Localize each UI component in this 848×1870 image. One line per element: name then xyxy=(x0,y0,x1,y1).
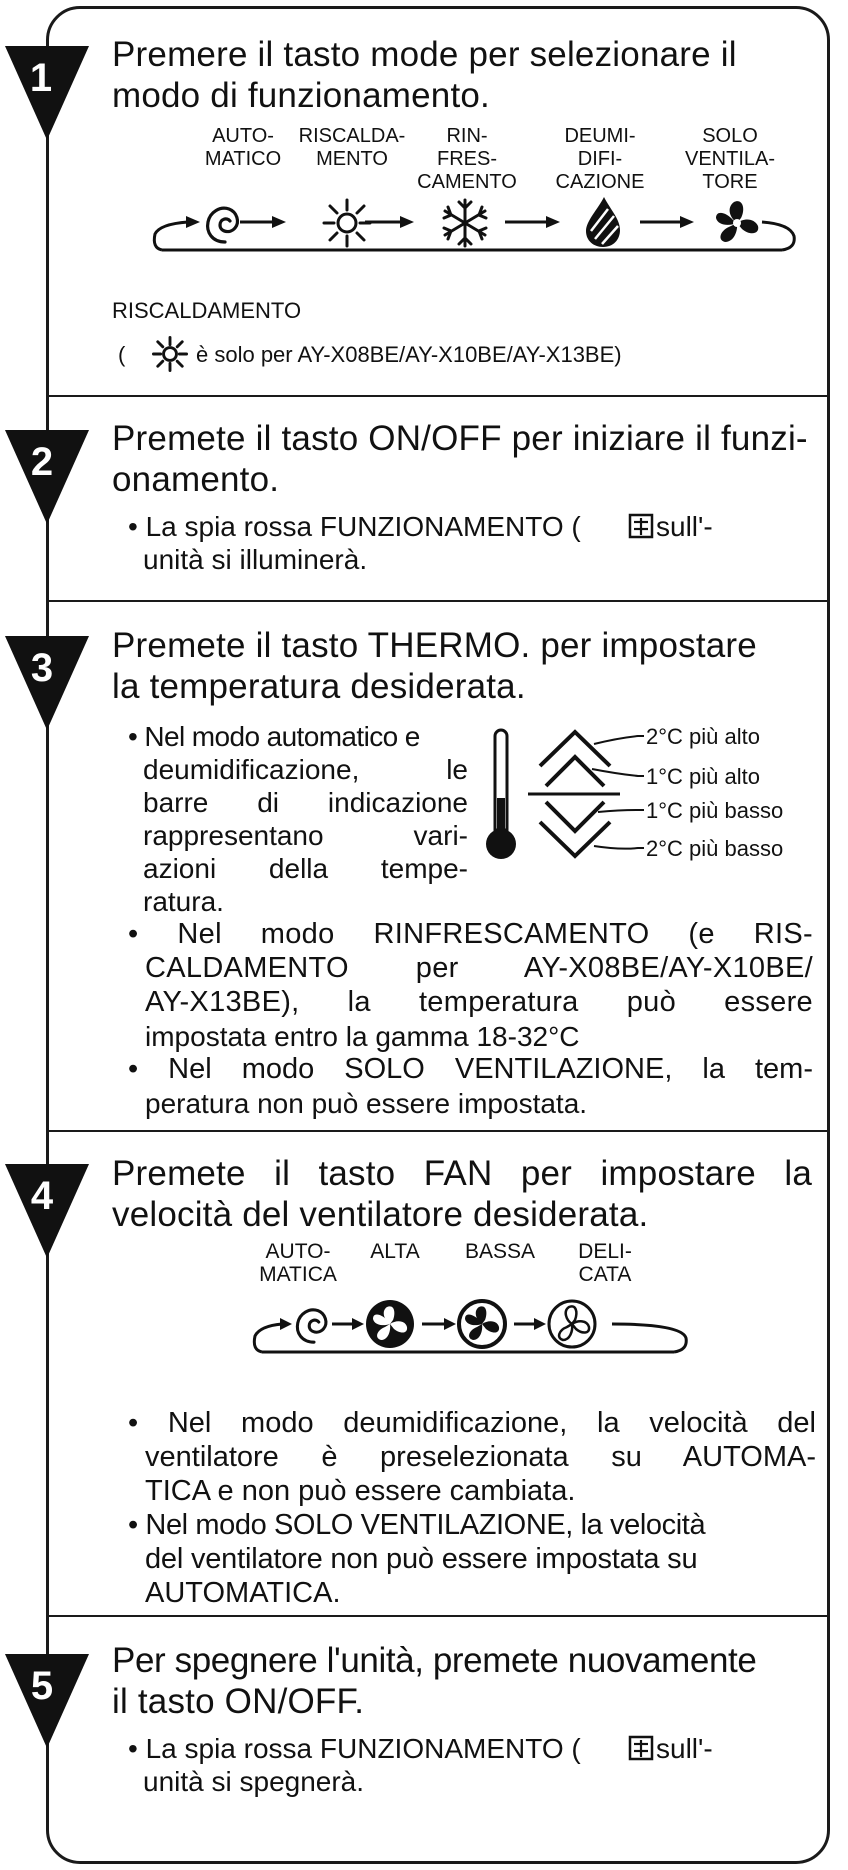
section-divider xyxy=(46,1615,830,1617)
step-3-triangle-marker xyxy=(2,634,92,732)
step-number: 4 xyxy=(30,1174,54,1218)
step-5-bullet-line: unità si spegnerà. xyxy=(143,1766,365,1797)
speed-label-high: ALTA xyxy=(370,1240,420,1263)
temp-label: 1°C più basso xyxy=(646,798,784,823)
section-divider xyxy=(46,1130,830,1132)
step-2-triangle-marker xyxy=(2,428,92,526)
step-2-bullet: • La spia rossa FUNZIONAMENTO ( xyxy=(128,511,581,542)
step-3-bullet-1-line: ratura. xyxy=(143,886,224,917)
step-3-bullet-3: • Nel modo SOLO VENTILAZIONE, la tem- xyxy=(128,1053,813,1085)
mode-label-heat: RISCALDA- MENTO xyxy=(298,125,406,170)
thermometer-icon xyxy=(484,728,518,864)
step-3-bullet-2-line: impostata entro la gamma 18-32°C xyxy=(145,1021,580,1052)
step-4-title-line: velocità del ventilatore desiderata. xyxy=(112,1195,649,1234)
step-5-triangle-marker xyxy=(2,1652,92,1750)
step-4-bullet-2: • Nel modo SOLO VENTILAZIONE, la velocità xyxy=(128,1509,706,1541)
speed-label-soft: DELI- CATA xyxy=(578,1240,632,1286)
bar-up-1 xyxy=(546,757,604,786)
mode-label-auto: AUTO- MATICO xyxy=(204,125,282,170)
heat-model-note: è solo per AY-X08BE/AY-X10BE/AY-X13BE) xyxy=(196,342,622,367)
step-2-title-line: onamento. xyxy=(112,460,280,499)
step-4-triangle-marker xyxy=(2,1162,92,1260)
operation-lamp-icon xyxy=(628,513,654,539)
step-3-bullet-1: • Nel modo automatico e xyxy=(128,721,420,752)
fan-high-icon xyxy=(364,1298,416,1350)
auto-swirl-icon xyxy=(292,1302,336,1346)
section-divider xyxy=(46,600,830,602)
step-3-bullet-1-line: rappresentano vari- xyxy=(143,820,468,851)
temp-label: 1°C più alto xyxy=(646,764,760,789)
step-number: 5 xyxy=(30,1664,54,1708)
step-2-title-line: Premete il tasto ON/OFF per iniziare il funzi- xyxy=(112,419,808,458)
sun-heat-icon xyxy=(152,336,188,372)
step-4-bullet-1-line: TICA e non può essere cambiata. xyxy=(145,1475,576,1507)
bar-down-2 xyxy=(540,822,610,856)
step-4-title-line: Premete il tasto FAN per impostare la xyxy=(112,1154,812,1193)
step-3-bullet-3-line: peratura non può essere impostata. xyxy=(145,1088,588,1119)
step-4-bullet-2-line: AUTOMATICA. xyxy=(145,1577,341,1609)
cycle-loop-left xyxy=(154,222,188,250)
step-2-bullet-tail: sull'- xyxy=(656,511,713,542)
step-4-bullet-2-line: del ventilatore non può essere impostata su xyxy=(145,1543,698,1575)
step-2-bullet-line: unità si illuminerà. xyxy=(143,544,368,575)
step-number: 1 xyxy=(29,56,53,100)
temp-label: 2°C più alto xyxy=(646,724,760,749)
temp-label: 2°C più basso xyxy=(646,836,784,861)
step-3-bullet-1-line: deumidificazione, le xyxy=(143,754,468,785)
step-3-title-line: Premete il tasto THERMO. per impostare xyxy=(112,626,757,665)
step-1-title-line: modo di funzionamento. xyxy=(112,76,490,115)
fan-soft-icon xyxy=(546,1298,598,1350)
step-number: 3 xyxy=(30,646,54,690)
droplet-icon xyxy=(582,195,624,249)
section-divider xyxy=(46,395,830,397)
step-1-title-line: Premere il tasto mode per selezionare il xyxy=(112,35,737,74)
step-1-triangle-marker xyxy=(2,44,92,142)
step-5-title-line: il tasto ON/OFF. xyxy=(112,1682,365,1721)
step-5-title-line: Per spegnere l'unità, premete nuovamente xyxy=(112,1641,757,1680)
step-4-bullet-1-line: ventilatore è preselezionata su AUTOMA- xyxy=(145,1441,816,1473)
speed-label-low: BASSA xyxy=(464,1240,536,1263)
step-3-title-line: la temperatura desiderata. xyxy=(112,667,526,706)
step-5-bullet: • La spia rossa FUNZIONAMENTO ( xyxy=(128,1733,581,1764)
speed-label-auto: AUTO- MATICA xyxy=(259,1240,337,1286)
step-3-bullet-2-line: CALDAMENTO per AY-X08BE/AY-X10BE/ xyxy=(145,952,813,984)
sun-heat-icon xyxy=(322,198,372,248)
mode-label-fan: SOLO VENTILA- TORE xyxy=(684,125,776,193)
operation-lamp-icon xyxy=(628,1735,654,1761)
cycle-loop-right xyxy=(762,222,794,250)
fan-icon xyxy=(712,198,762,248)
step-3-bullet-1-line: barre di indicazione xyxy=(143,787,468,818)
bar-up-2 xyxy=(540,732,610,766)
heat-note-paren: ( xyxy=(118,342,126,367)
heat-heading: RISCALDAMENTO xyxy=(112,298,302,323)
snowflake-icon xyxy=(440,198,490,248)
mode-label-dry: DEUMI- DIFI- CAZIONE xyxy=(555,125,645,193)
step-3-bullet-2: • Nel modo RINFRESCAMENTO (e RIS- xyxy=(128,918,813,950)
auto-swirl-icon xyxy=(202,200,248,246)
step-5-bullet-tail: sull'- xyxy=(656,1733,713,1764)
mode-label-cool: RIN- FRES- CAMENTO xyxy=(417,125,517,193)
step-number: 2 xyxy=(30,440,54,484)
step-3-bullet-1-line: azioni della tempe- xyxy=(143,853,468,884)
step-4-bullet-1: • Nel modo deumidificazione, la velocità del xyxy=(128,1407,816,1439)
fan-low-icon xyxy=(456,1298,508,1350)
bar-down-1 xyxy=(546,802,604,831)
step-3-bullet-2-line: AY-X13BE), la temperatura può essere xyxy=(145,986,813,1018)
